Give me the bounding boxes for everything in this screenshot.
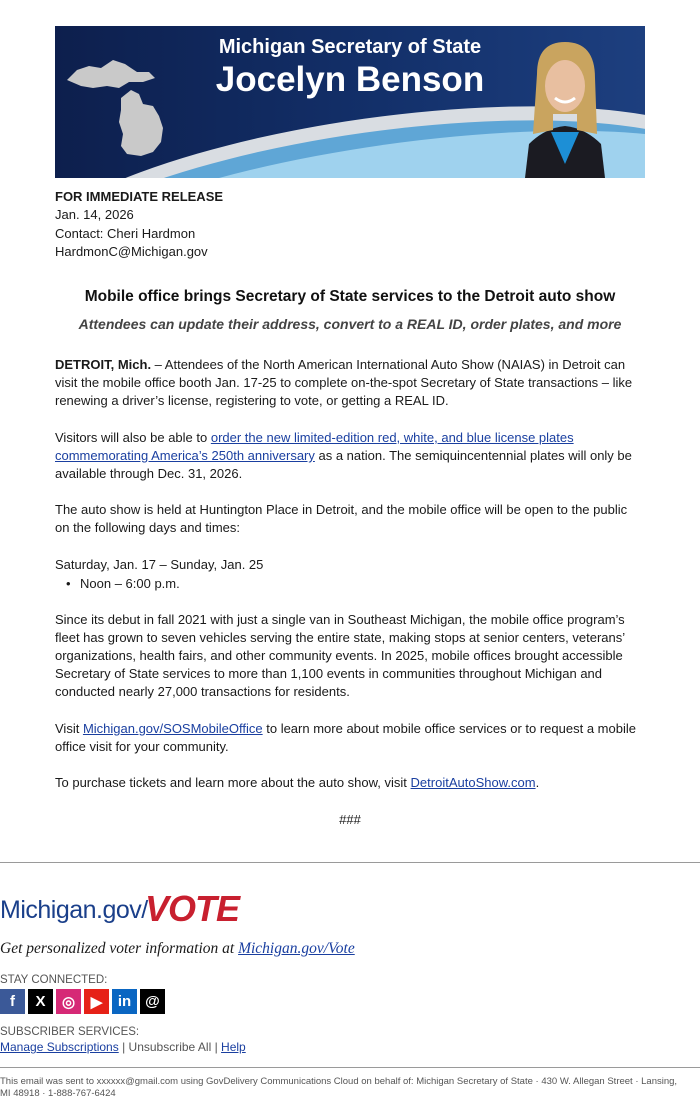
end-mark: ### [339, 812, 361, 827]
youtube-icon[interactable]: ▶ [84, 989, 109, 1014]
x-icon[interactable]: X [28, 989, 53, 1014]
schedule-hours: • Noon – 6:00 p.m. [80, 575, 180, 593]
threads-icon[interactable]: @ [140, 989, 165, 1014]
header-banner [55, 26, 645, 178]
schedule-days: Saturday, Jan. 17 – Sunday, Jan. 25 [55, 557, 264, 572]
stay-connected-label: STAY CONNECTED: [0, 974, 108, 986]
banner-title-line2: Jocelyn Benson [215, 60, 485, 99]
release-contact: Contact: Cheri Hardmon [55, 225, 196, 241]
social-icons [0, 989, 165, 1015]
headline: Mobile office brings Secretary of State services to the Detroit auto show [84, 288, 616, 305]
linkedin-icon[interactable]: in [112, 989, 137, 1014]
release-label: FOR IMMEDIATE RELEASE [55, 189, 224, 204]
paragraph-3: The auto show is held at Huntington Place in Detroit, and the mobile office will be open to the public on the following days and times: [55, 502, 628, 535]
michigan-vote-link[interactable]: Michigan.gov/Vote [238, 940, 355, 957]
paragraph-1: DETROIT, Mich. – Attendees of the North American International Auto Show (NAIAS) in Detroit can visit the mobile office booth Jan. 17-25 to complete on-the-spot Secretary of State transactions – like renewing a driver’s license, registering to vote, or getting a REAL ID. [55, 357, 633, 408]
mobile-office-link[interactable]: Michigan.gov/SOSMobileOffice [82, 721, 263, 736]
subscriber-links: Manage Subscriptions | Unsubscribe All | Help [0, 1040, 246, 1054]
facebook-icon[interactable]: f [0, 989, 25, 1014]
footer-text: This email was sent to xxxxxx@gmail.com using GovDelivery Communications Cloud on behalf of: Michigan Secretary of State · 430 W. Allegan Street · Lansing, MI 48918 · 1-888-767-6424 [0, 1076, 678, 1099]
subscriber-services-label: SUBSCRIBER SERVICES: [0, 1026, 140, 1038]
dateline: DETROIT, Mich. [55, 357, 152, 372]
vote-logo-text: Michigan.gov/ [0, 896, 148, 924]
manage-subscriptions-link[interactable]: Manage Subscriptions [0, 1040, 119, 1054]
divider [0, 862, 700, 863]
paragraph-5: Visit Michigan.gov/SOSMobileOffice to learn more about mobile office services or to request a mobile office visit for your community. [55, 721, 636, 754]
secretary-portrait [485, 34, 645, 178]
michigan-map-icon [63, 42, 183, 162]
vote-logo-mark: VOTE [145, 888, 240, 929]
release-info [55, 188, 223, 261]
license-plates-link[interactable]: order the new limited-edition red, white, and blue license plates commemorating America’s 250th anniversary [55, 430, 574, 463]
paragraph-6: To purchase tickets and learn more about the auto show, visit DetroitAutoShow.com. [55, 775, 540, 790]
voter-info-line: Get personalized voter information at Michigan.gov/Vote [0, 940, 355, 957]
release-email: HardmonC@Michigan.gov [55, 243, 208, 259]
help-link[interactable]: Help [221, 1040, 246, 1054]
footer-divider [0, 1067, 700, 1068]
michigan-vote-logo[interactable] [0, 880, 240, 929]
auto-show-link[interactable]: DetroitAutoShow.com [410, 775, 536, 790]
paragraph-4: Since its debut in fall 2021 with just a single van in Southeast Michigan, the mobile office program’s fleet has grown to seven vehicles serving the entire state, making stops at senior centers, veterans’ organizations, health fairs, and other community events. In 2025, mobile offices brought accessible Secretary of State services to more than 1,100 events in communities throughout Michigan and conducted nearly 27,000 transactions for residents. [55, 612, 625, 699]
release-date: Jan. 14, 2026 [55, 207, 134, 223]
banner-title-line1: Michigan Secretary of State [218, 36, 482, 58]
instagram-icon[interactable]: ◎ [56, 989, 81, 1014]
unsubscribe-all-link[interactable]: Unsubscribe All [128, 1040, 212, 1054]
subheadline: Attendees can update their address, convert to a REAL ID, order plates, and more [78, 316, 622, 332]
paragraph-2: Visitors will also be able to order the new limited-edition red, white, and blue license plates commemorating America’s 250th anniversary as a nation. The semiquincentennial plates will only be available through Dec. 31, 2026. [55, 430, 632, 481]
